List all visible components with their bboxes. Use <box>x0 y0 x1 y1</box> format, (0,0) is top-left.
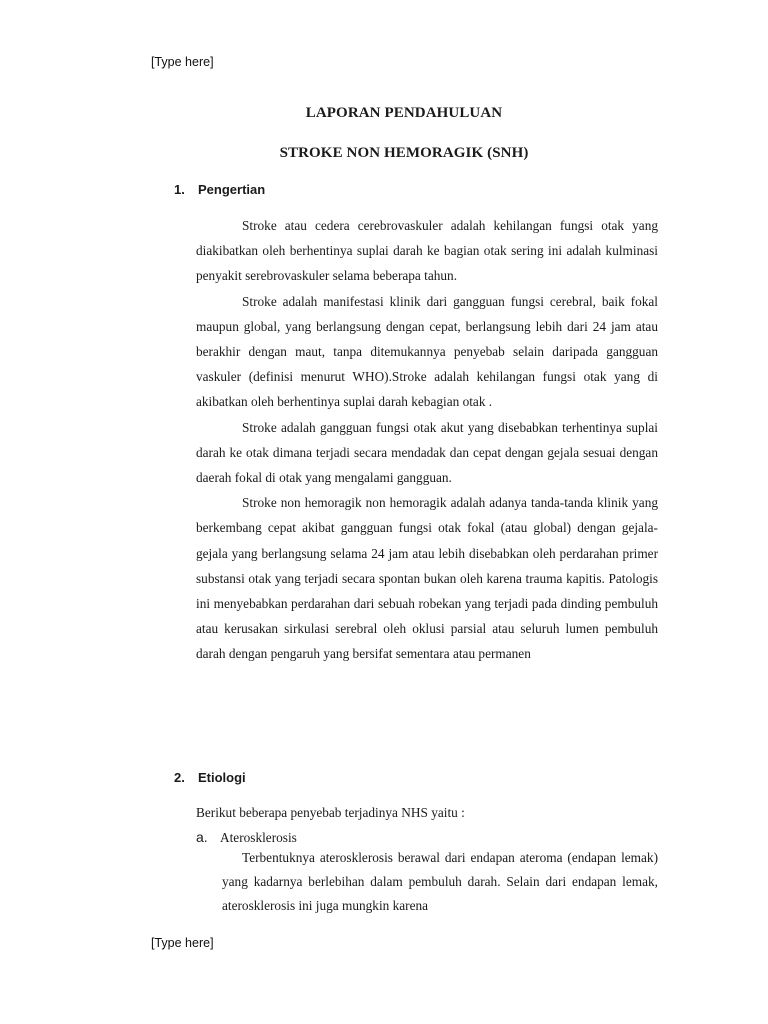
list-marker: a. <box>196 829 208 845</box>
paragraph: Stroke adalah manifestasi klinik dari gangguan fungsi cerebral, baik fokal maupun global, yang berlangsung dengan cepat, berlangsung lebih dari 24 jam atau berakhir dengan maut, tanpa ditemukannya penyebab selain daripada gangguan vaskuler (definisi menurut WHO).Stroke adalah kehilangan fungsi otak yang di akibatkan oleh berhentinya suplai darah kebagian otak . <box>196 293 658 410</box>
list-item-body <box>222 846 658 918</box>
document-subtitle: STROKE NON HEMORAGIK (SNH) <box>279 145 529 161</box>
page-footer: [Type here] <box>151 936 214 950</box>
paragraph: Terbentuknya aterosklerosis berawal dari endapan ateroma (endapan lemak) yang kadarnya berlebihan dalam pembuluh darah. Selain dari endapan lemak, aterosklerosis ini juga mungkin karena <box>222 850 658 913</box>
paragraph: Stroke atau cedera cerebrovaskuler adalah kehilangan fungsi otak yang diakibatkan oleh berhentinya suplai darah ke bagian otak sering ini adalah kulminasi penyakit serebrovaskuler selama beberapa tahun. <box>196 218 658 284</box>
list-item-label: Aterosklerosis <box>220 830 297 845</box>
list-item-aterosklerosis <box>196 829 297 846</box>
document-title: LAPORAN PENDAHULUAN <box>305 105 503 121</box>
section-heading-pengertian <box>174 182 265 197</box>
section-number: 2. <box>174 770 185 785</box>
section-body-pengertian <box>196 213 658 667</box>
section-heading-text: Pengertian <box>198 182 266 197</box>
section-heading-text: Etiologi <box>198 770 246 785</box>
paragraph: Stroke adalah gangguan fungsi otak akut yang disebabkan terhentinya suplai darah ke otak dimana terjadi secara mendadak dan cepat dengan gejala sesuai dengan daerah fokal di otak yang mengalami gangguan. <box>196 419 658 486</box>
section-heading-etiologi <box>174 770 246 785</box>
section-intro: Berikut beberapa penyebab terjadinya NHS yaitu : <box>196 805 465 820</box>
section-number: 1. <box>174 182 185 197</box>
page-header: [Type here] <box>151 55 214 69</box>
paragraph: Stroke non hemoragik non hemoragik adalah adanya tanda-tanda klinik yang berkembang cepat akibat gangguan fungsi otak fokal (atau global) dengan gejala- gejala yang berlangsung selama 24 jam atau lebih disebabkan oleh perdarahan primer substansi otak yang terjadi secara spontan bukan oleh karena trauma kapitis. Patologis ini menyebabkan perdarahan dari sebuah robekan yang terjadi pada dinding pembuluh atau kerusakan sirkulasi serebral oleh oklusi parsial atau seluruh lumen pembuluh darah dengan pengaruh yang bersifat sementara atau permanen <box>196 495 658 662</box>
